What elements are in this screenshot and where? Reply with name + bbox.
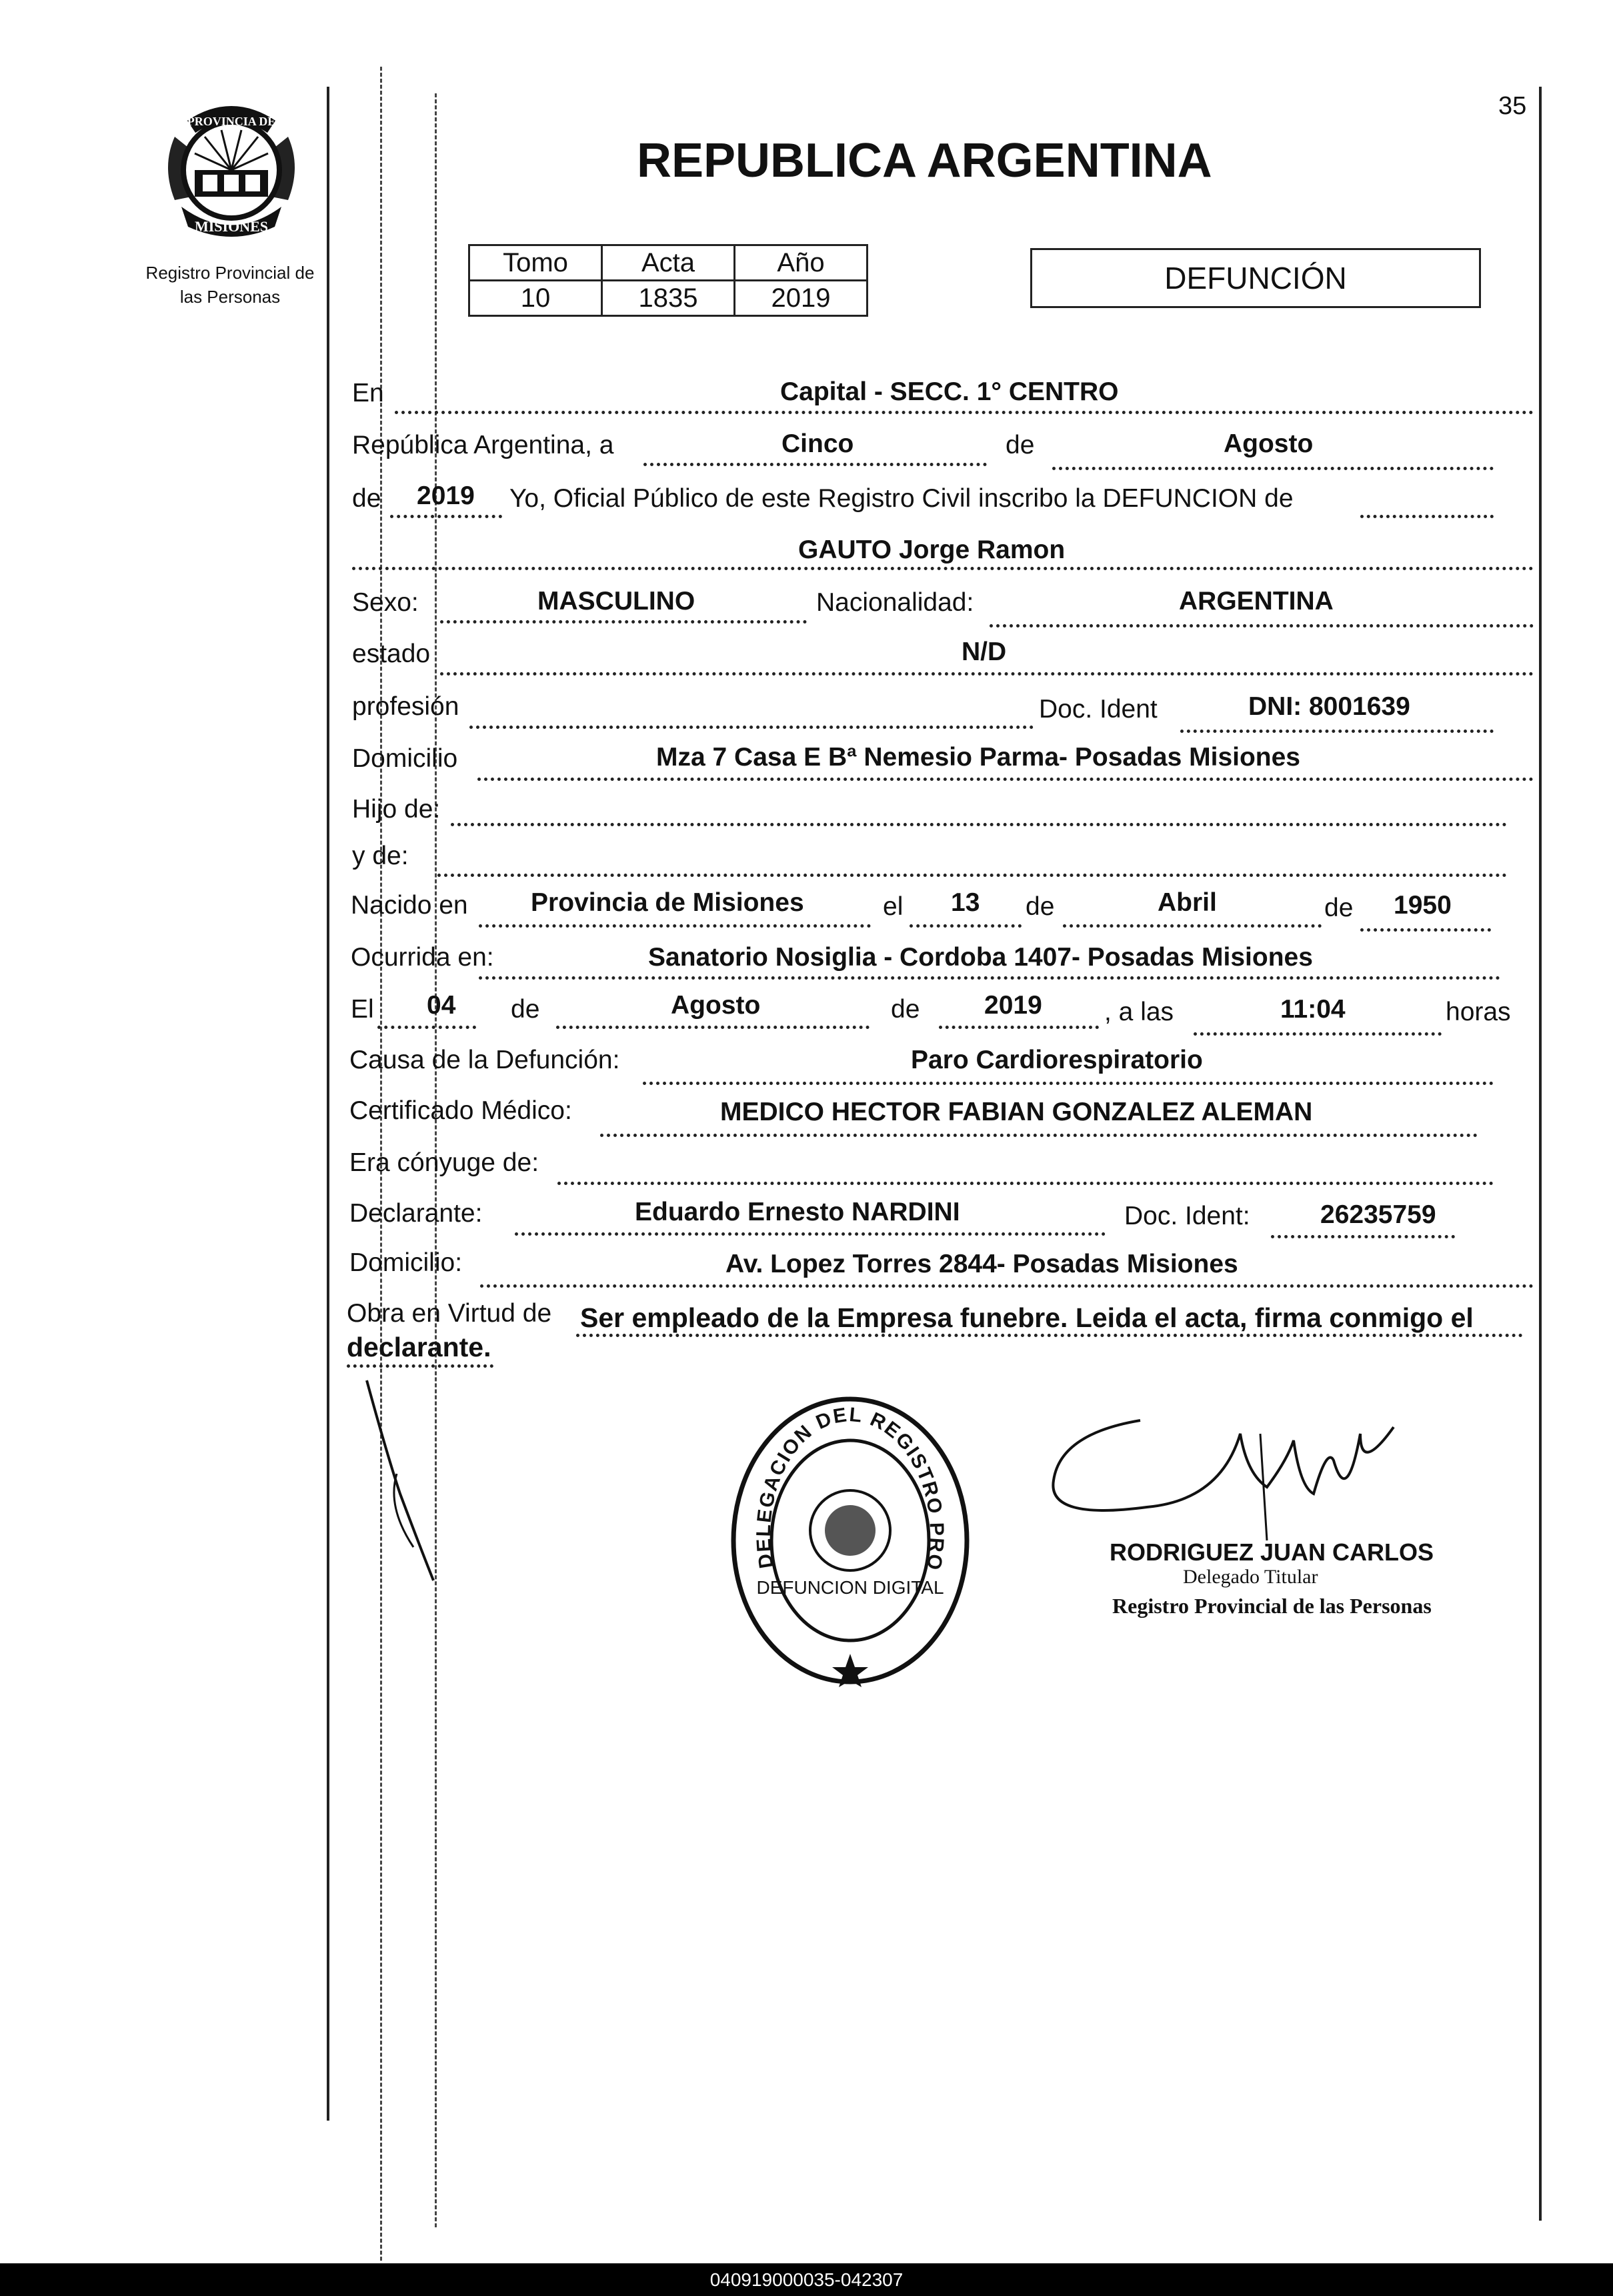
header-acta: Acta	[602, 245, 735, 281]
dots-anio	[390, 515, 502, 518]
dots-nacido-dia	[910, 924, 1022, 928]
dots-sexo	[440, 620, 807, 624]
label-y-de: y de:	[352, 842, 409, 870]
value-nacido-lugar: Provincia de Misiones	[531, 888, 804, 917]
value-nombre: GAUTO Jorge Ramon	[798, 535, 1066, 564]
dots-yo	[1360, 515, 1494, 518]
dots-certificado	[600, 1134, 1478, 1137]
label-nacido-en: Nacido en	[351, 891, 468, 920]
value-fallec-anio: 2019	[984, 991, 1042, 1020]
dots-hijo-de	[451, 823, 1507, 826]
value-certificado: MEDICO HECTOR FABIAN GONZALEZ ALEMAN	[720, 1098, 1313, 1126]
value-estado: N/D	[962, 638, 1007, 666]
dots-domicilio	[477, 778, 1534, 781]
dots-conyuge	[557, 1182, 1494, 1185]
label-de-n1: de	[1026, 892, 1055, 921]
label-el2: El	[351, 995, 374, 1024]
doc-type: DEFUNCIÓN	[1164, 261, 1347, 295]
logo-caption-line1: Registro Provincial de	[145, 263, 315, 283]
label-certificado: Certificado Médico:	[349, 1096, 572, 1125]
label-a-las: , a las	[1104, 998, 1174, 1026]
dots-nacionalidad	[990, 624, 1534, 628]
hand-mark	[360, 1374, 440, 1587]
page-number: 35	[1498, 92, 1527, 120]
label-horas: horas	[1446, 998, 1511, 1026]
dots-nacido-anio	[1360, 928, 1491, 932]
label-yo: Yo, Oficial Público de este Registro Civil inscribo la DEFUNCION de	[509, 484, 1294, 513]
left-margin-line	[327, 87, 329, 2121]
value-fallec-dia: 04	[427, 991, 456, 1020]
right-border	[1539, 87, 1542, 2221]
dots-ocurrida	[479, 976, 1500, 980]
dots-nacido-lugar	[479, 924, 871, 928]
dots-causa	[643, 1082, 1494, 1085]
label-en: En	[352, 379, 384, 407]
label-obra: Obra en Virtud de	[347, 1299, 552, 1328]
label-de-n2: de	[1324, 894, 1354, 922]
label-de: de	[1006, 431, 1035, 459]
dots-nacido-mes	[1063, 924, 1322, 928]
label-de-f1: de	[511, 995, 540, 1024]
value-obra-line1: Ser empleado de la Empresa funebre. Leida el acta, firma conmigo el	[580, 1302, 1474, 1333]
label-conyuge: Era cónyuge de:	[349, 1148, 539, 1177]
signature-role: Delegado Titular	[1183, 1566, 1318, 1588]
value-causa: Paro Cardiorespiratorio	[911, 1046, 1203, 1074]
label-hijo-de: Hijo de:	[352, 795, 441, 824]
value-ocurrida: Sanatorio Nosiglia - Cordoba 1407- Posadas Misiones	[648, 943, 1313, 972]
dots-dia	[643, 463, 987, 466]
value-tomo: 10	[469, 281, 602, 316]
label-causa: Causa de la Defunción:	[349, 1046, 620, 1074]
value-declarante-domicilio: Av. Lopez Torres 2844- Posadas Misiones	[725, 1250, 1238, 1278]
label-de-f2: de	[891, 995, 920, 1024]
value-sexo: MASCULINO	[537, 587, 695, 616]
value-anio: 2019	[417, 481, 475, 510]
stamp-outer-text: DELEGACION DEL REGISTRO PRO	[752, 1403, 948, 1573]
label-nacionalidad: Nacionalidad:	[816, 588, 974, 617]
doc-type-box	[1030, 248, 1481, 308]
value-nacido-anio: 1950	[1394, 891, 1452, 920]
dots-obra-line2	[347, 1364, 493, 1368]
value-declarante: Eduardo Ernesto NARDINI	[635, 1198, 960, 1226]
dots-profesion	[469, 726, 1034, 729]
label-republica: República Argentina, a	[352, 431, 614, 459]
value-nacionalidad: ARGENTINA	[1179, 587, 1334, 616]
dots-fallec-dia	[377, 1026, 476, 1029]
label-estado: estado	[352, 640, 431, 668]
value-fallec-mes: Agosto	[671, 991, 761, 1020]
dots-obra-line1	[576, 1334, 1523, 1337]
signature	[1047, 1407, 1420, 1554]
label-el: el	[883, 892, 904, 921]
value-doc-ident: DNI: 8001639	[1248, 692, 1410, 721]
header-anio: Año	[735, 245, 868, 281]
value-nacido-dia: 13	[951, 888, 980, 917]
dots-fallec-mes	[556, 1026, 870, 1029]
value-domicilio: Mza 7 Casa E Bª Nemesio Parma- Posadas Misiones	[656, 743, 1300, 772]
value-nacido-mes: Abril	[1158, 888, 1217, 917]
value-hora: 11:04	[1280, 995, 1346, 1024]
value-anio: 2019	[735, 281, 868, 316]
register-table	[468, 244, 868, 317]
label-sexo: Sexo:	[352, 588, 419, 617]
page-title: REPUBLICA ARGENTINA	[637, 134, 1212, 187]
label-doc-ident2: Doc. Ident:	[1124, 1202, 1250, 1230]
value-mes-texto: Agosto	[1224, 429, 1314, 458]
value-lugar: Capital - SECC. 1° CENTRO	[780, 377, 1119, 406]
logo-bottom-text: MISIONES	[194, 218, 269, 235]
dots-doc-ident	[1180, 730, 1494, 733]
label-de2: de	[352, 484, 381, 513]
dots-declarante-doc	[1271, 1235, 1455, 1238]
dots-fallec-anio	[939, 1026, 1099, 1029]
dots-declarante-domicilio	[480, 1284, 1534, 1288]
logo-caption-line2: las Personas	[179, 287, 281, 307]
label-domicilio2: Domicilio:	[349, 1248, 463, 1277]
stamp-inner-text: DEFUNCION DIGITAL	[756, 1577, 944, 1598]
signature-office: Registro Provincial de las Personas	[1112, 1594, 1432, 1618]
province-logo	[155, 100, 308, 243]
dots-y-de	[437, 874, 1507, 877]
dots-lugar	[395, 411, 1534, 414]
value-obra-line2: declarante.	[347, 1332, 491, 1362]
label-declarante: Declarante:	[349, 1199, 483, 1228]
logo-arc-text: PROVINCIA DE	[187, 115, 276, 128]
dots-mes	[1052, 467, 1494, 470]
dots-nombre	[352, 567, 1534, 570]
value-acta: 1835	[602, 281, 735, 316]
value-dia-texto: Cinco	[781, 429, 854, 458]
official-stamp	[727, 1394, 974, 1687]
label-doc-ident: Doc. Ident	[1039, 695, 1158, 724]
dots-hora	[1194, 1032, 1442, 1036]
label-profesion: profesión	[352, 692, 459, 721]
dots-estado	[440, 672, 1534, 676]
header-tomo: Tomo	[469, 245, 602, 281]
label-ocurrida: Ocurrida en:	[351, 943, 494, 972]
footer-code: 040919000035-042307	[0, 2263, 1613, 2296]
value-declarante-doc: 26235759	[1320, 1200, 1436, 1229]
signature-name: RODRIGUEZ JUAN CARLOS	[1110, 1538, 1434, 1566]
dots-declarante	[515, 1232, 1106, 1236]
label-domicilio: Domicilio	[352, 744, 458, 773]
